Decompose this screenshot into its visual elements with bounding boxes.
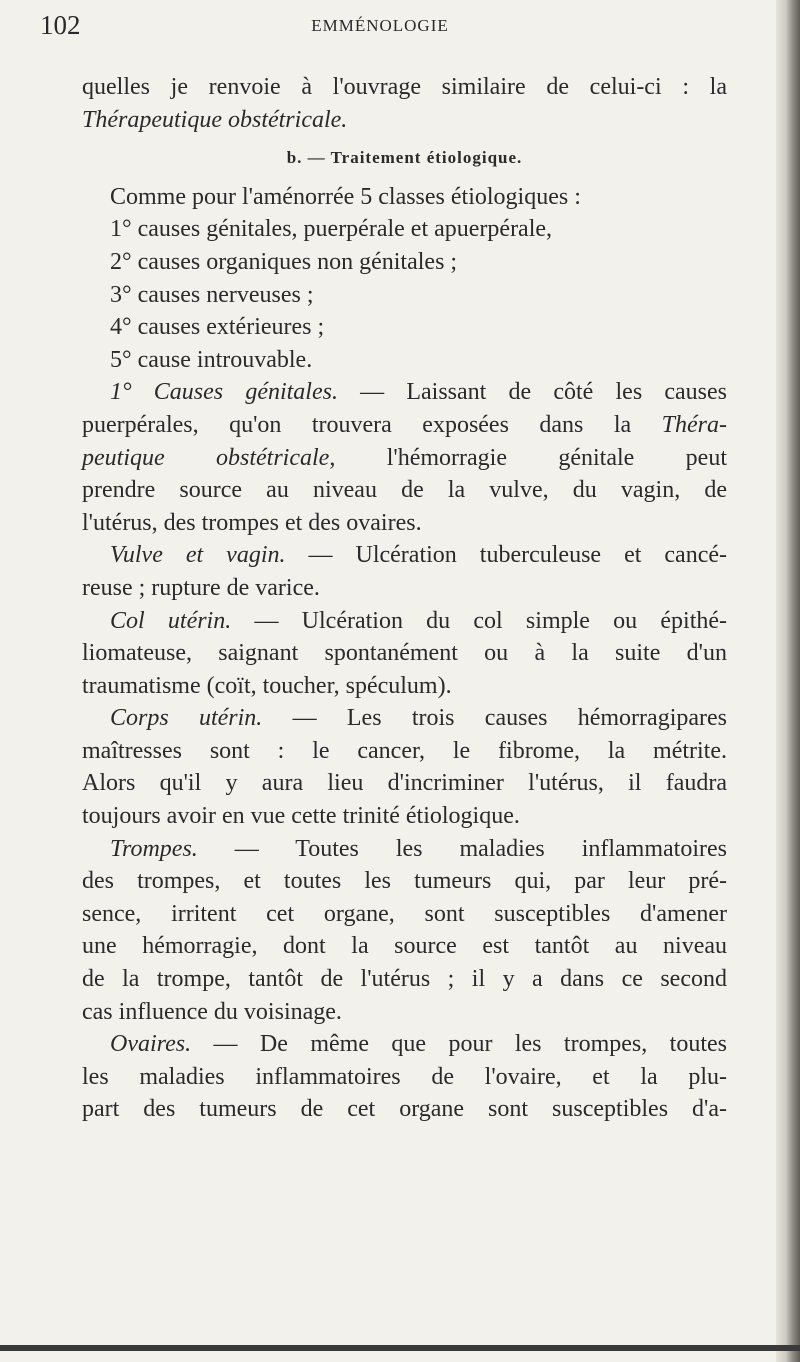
- text-line: reuse ; rupture de varice.: [82, 574, 320, 601]
- text-line: part des tumeurs de cet organe sont susceptibles d'a-: [82, 1096, 727, 1123]
- text-line: maîtresses sont : le cancer, le fibrome, la métrite.: [82, 737, 727, 764]
- text-line: une hémorragie, dont la source est tantôt au niveau: [82, 933, 727, 960]
- text-line: puerpérales, qu'on trouvera exposées dans la Théra-: [82, 411, 727, 438]
- page-header: [40, 10, 720, 50]
- list-item: 2° causes organiques non génitales ;: [110, 248, 458, 275]
- text-line: traumatisme (coït, toucher, spéculum).: [82, 672, 452, 699]
- text-line: Trompes. — Toutes les maladies inflammatoires: [110, 835, 727, 862]
- text-line: peutique obstétricale, l'hémorragie génitale peut: [82, 444, 727, 471]
- text-line: Thérapeutique obstétricale.: [82, 106, 348, 133]
- text-line: toujours avoir en vue cette trinité étiologique.: [82, 803, 520, 830]
- text-line: quelles je renvoie à l'ouvrage similaire de celui-ci : la: [82, 74, 727, 100]
- list-item: 5° cause introuvable.: [110, 346, 313, 373]
- text-line: les maladies inflammatoires de l'ovaire, et la plu-: [82, 1063, 727, 1090]
- text-line: des trompes, et toutes les tumeurs qui, par leur pré-: [82, 868, 727, 895]
- text-line: 1° Causes génitales. — Laissant de côté les causes: [110, 379, 727, 406]
- text-line: Vulve et vagin. — Ulcération tuberculeuse et cancé-: [110, 542, 727, 569]
- list-item: 1° causes génitales, puerpérale et apuerpérale,: [110, 216, 553, 243]
- page-bottom-edge: [0, 1345, 800, 1351]
- page-edge-shadow: [776, 0, 800, 1362]
- text-line: Col utérin. — Ulcération du col simple ou épithé-: [110, 607, 727, 634]
- text-line: sence, irritent cet organe, sont susceptibles d'amener: [82, 900, 727, 927]
- text-line: liomateuse, saignant spontanément ou à la suite d'un: [82, 640, 727, 667]
- text-line: Alors qu'il y aura lieu d'incriminer l'utérus, il faudra: [82, 770, 727, 797]
- text-line: l'utérus, des trompes et des ovaires.: [82, 509, 422, 536]
- text-line: Ovaires. — De même que pour les trompes, toutes: [110, 1031, 727, 1058]
- page-body: [82, 71, 727, 1126]
- running-title: EMMÉNOLOGIE: [311, 16, 449, 35]
- list-item: 3° causes nerveuses ;: [110, 281, 314, 308]
- section-title: b. — Traitement étiologique.: [286, 148, 523, 168]
- text-line: de la trompe, tantôt de l'utérus ; il y a dans ce second: [82, 966, 727, 993]
- text-line: Corps utérin. — Les trois causes hémorragipares: [110, 705, 728, 732]
- text-line: prendre source au niveau de la vulve, du vagin, de: [82, 477, 727, 504]
- text-line: Comme pour l'aménorrée 5 classes étiologiques :: [110, 183, 581, 210]
- text-line: cas influence du voisinage.: [82, 998, 342, 1025]
- list-item: 4° causes extérieures ;: [110, 314, 325, 341]
- page-number: 102: [40, 10, 81, 40]
